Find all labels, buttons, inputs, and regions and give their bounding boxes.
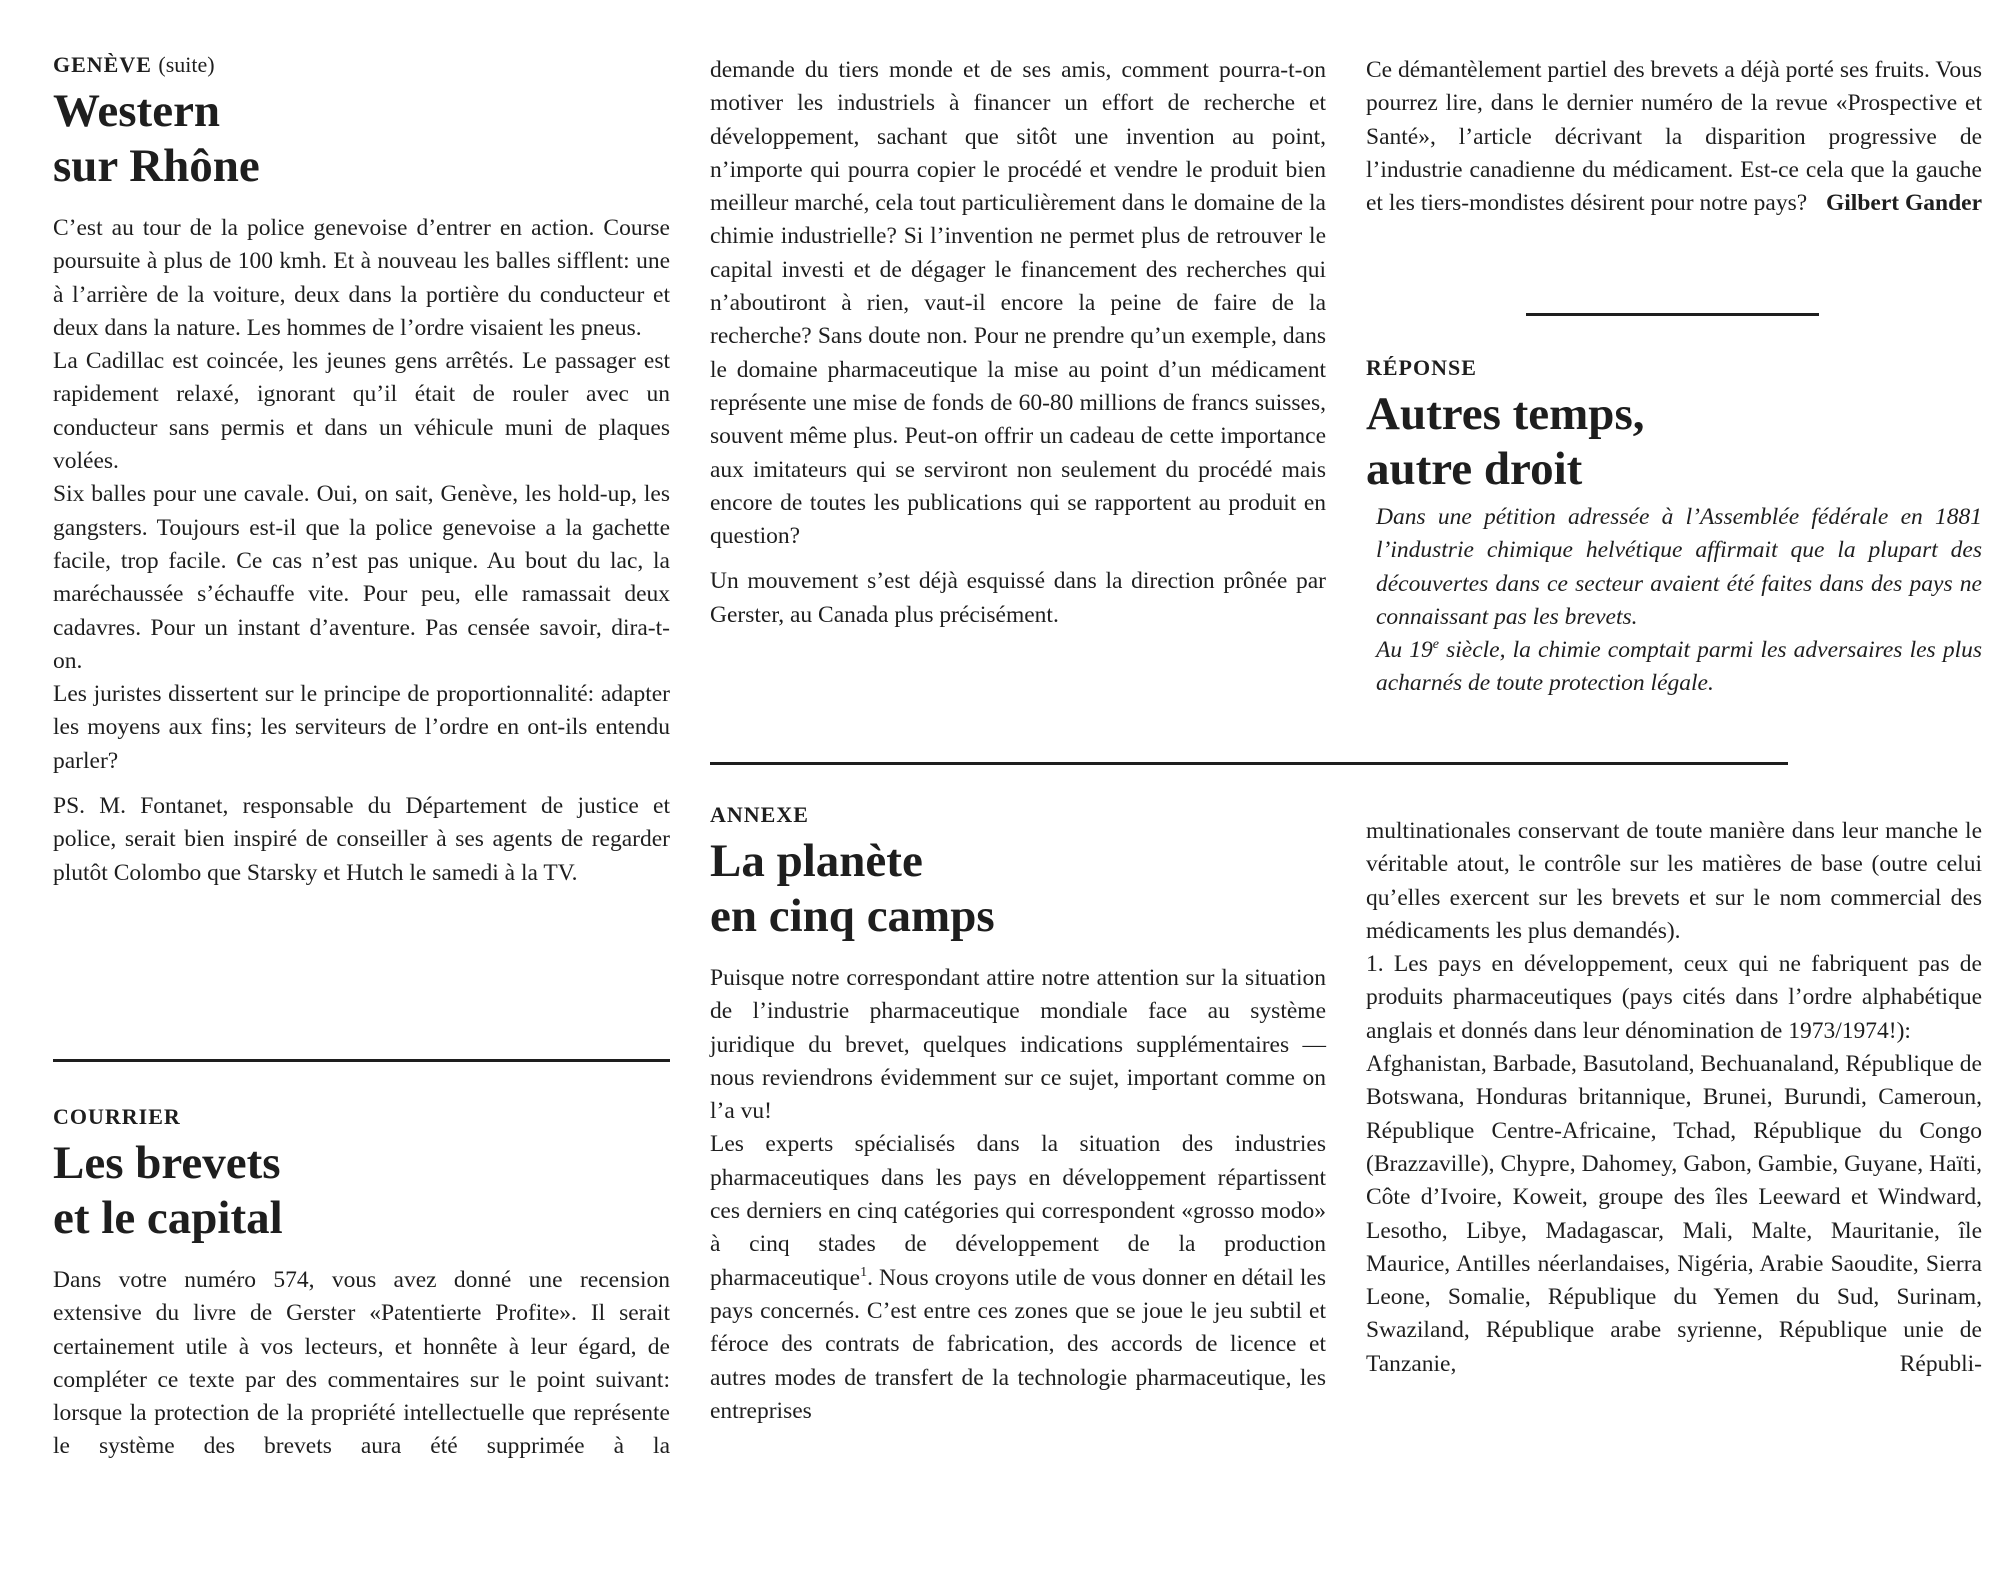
paragraph: Dans votre numéro 574, vous avez donné une recension extensive du livre de Gerster «Patentierte Profite». Il serait certainement utile à vos lecteurs, et honnête à leur égard, de compléter ce texte par des commentaires sur le point suivant: lorsque la protection de la propriété intellectuelle que représente le système des brevets aura été supprimée à la bbox=[53, 1267, 670, 1460]
headline-line-2: autre droit bbox=[1366, 443, 1583, 495]
paragraph: La Cadillac est coincée, les jeunes gens arrêtés. Le passager est rapidement relaxé, ignorant qu’il était de rouler avec un conducteur sans permis et dans un véhicule muni de plaques volées. bbox=[53, 348, 670, 475]
lead-text: siècle, la chimie comptait parmi les adversaires les plus acharnés de toute protection légale. bbox=[1376, 637, 1982, 697]
article-headline bbox=[53, 1136, 670, 1246]
paragraph: demande du tiers monde et de ses amis, comment pourra-t-on motiver les industriels à financer un effort de recherche et développement, sachant que sitôt une invention au point, n’importe qui pourra copier le procédé et vendre le produit bien meilleur marché, cela tout particulièrement dans le domaine de la chimie industrielle? Si l’invention ne permet plus de retrouver le capital investi et de dégager le financement des recherches qui n’aboutiront à rien, vaut-il encore la peine de faire de la recherche? Sans doute non. Pour ne prendre qu’un exemple, dans le domaine pharmaceutique la mise au point d’un médicament représente une mise de fonds de 60-80 millions de francs suisses, souvent même plus. Peut-on offrir un cadeau de cette importance aux imitateurs qui se serviront non seulement du procédé mais encore de toutes les publications qui se rapportent au produit en question? bbox=[710, 57, 1326, 550]
article-headline bbox=[710, 834, 1326, 944]
lead-paragraph: Dans une pétition adressée à l’Assemblée fédérale en 1881 l’industrie chimique helvétique affirmait que la plupart des découvertes dans ce secteur avaient été faites dans des pays ne connaissant pas les brevets. bbox=[1376, 504, 1982, 630]
letter-continued bbox=[710, 54, 1326, 632]
section-kicker bbox=[53, 52, 670, 78]
section-kicker: COURRIER bbox=[53, 1104, 181, 1129]
article-headline bbox=[53, 84, 670, 194]
paragraph: multinationales conservant de toute manière dans leur manche le véritable atout, le contrôle sur les matières de base (outre celui qu’elles exercent sur les brevets et sur le nom commercial des médicaments les plus demandés). bbox=[1366, 818, 1982, 944]
section-kicker: ANNEXE bbox=[710, 802, 809, 827]
article-autres-temps-autre-droit bbox=[1366, 355, 1982, 701]
article-headline bbox=[1366, 387, 1982, 497]
lead-paragraph bbox=[1376, 634, 1982, 701]
annexe-continued bbox=[1366, 815, 1982, 1381]
paragraph-text: . Nous croyons utile de vous donner en détail les pays concernés. C’est entre ces zones que se joue le jeu subtil et féroce des contrats de fabrication, des accords de licence et autres modes de transfert de la technologie pharmaceutique, les entreprises bbox=[710, 1264, 1326, 1424]
superscript: e bbox=[1432, 637, 1439, 653]
paragraph: Six balles pour une cavale. Oui, on sait, Genève, les hold-up, les gangsters. Toujours est-il que la police genevoise a la gachette facile, trop facile. Ce cas n’est pas unique. Au bout du lac, la maréchaussée s’échauffe vite. Pour peu, elle ramassait deux cadavres. Pour un instant d’aventure. Pas censée savoir, dira-t-on. bbox=[53, 481, 670, 674]
headline-line-1: Les brevets bbox=[53, 1137, 281, 1189]
kicker-suffix: (suite) bbox=[158, 52, 215, 77]
lead-block bbox=[1366, 501, 1982, 701]
headline-line-1: La planète bbox=[710, 835, 923, 887]
section-kicker: RÉPONSE bbox=[1366, 355, 1477, 380]
letter-signature: Gilbert Gander bbox=[1826, 190, 1982, 217]
paragraph: Puisque notre correspondant attire notre attention sur la situation de l’industrie pharmaceutique mondiale face au système juridique du brevet, quelques indications supplémentaires — nous reviendrons évidemment sur ce sujet, important comme on l’a vu! bbox=[710, 965, 1326, 1125]
section-divider bbox=[710, 762, 1788, 765]
paragraph: Un mouvement s’est déjà esquissé dans la direction prônée par Gerster, au Canada plus précisément. bbox=[710, 568, 1326, 628]
paragraph-text: Ce démantèlement partiel des brevets a déjà porté ses fruits. Vous pourrez lire, dans le dernier numéro de la revue «Prospective et Santé», l’article décrivant la disparition progressive de l’industrie canadienne du médicament. Est-ce cela que la gauche et les tiers-mondistes désirent pour notre pays? bbox=[1366, 57, 1982, 217]
numbered-paragraph: 1. Les pays en développement, ceux qui ne fabriquent pas de produits pharmaceutiques (pays cités dans l’ordre alphabétique anglais et donnés dans leur dénomination de 1973/1974!): bbox=[1366, 951, 1982, 1044]
short-divider bbox=[1526, 313, 1819, 316]
paragraph bbox=[1366, 54, 1982, 220]
paragraph: Les juristes dissertent sur le principe de proportionnalité: adapter les moyens aux fins; les serviteurs de l’ordre en ont-ils entendu parler? bbox=[53, 681, 670, 774]
headline-line-1: Autres temps, bbox=[1366, 388, 1645, 440]
headline-line-1: Western bbox=[53, 85, 221, 137]
headline-line-2: sur Rhône bbox=[53, 140, 260, 192]
country-list: Afghanistan, Barbade, Basutoland, Bechuanaland, République de Botswana, Honduras britannique, Brunei, Burundi, Cameroun, République Centre-Africaine, Tchad, République du Congo (Brazzaville), Chypre, Dahomey, Gabon, Gambie, Guyane, Haïti, Côte d’Ivoire, Koweit, groupe des îles Leeward et Windward, Lesotho, Libye, Madagascar, Mali, Malte, Mauritanie, île Maurice, Antilles néerlandaises, Nigéria, Arabie Saoudite, Sierra Leone, Somalie, République du Yemen du Sud, Surinam, Swaziland, République arabe syrienne, République unie de Tanzanie, Républi- bbox=[1366, 1051, 1982, 1377]
headline-line-2: et le capital bbox=[53, 1192, 283, 1244]
postscript-paragraph: PS. M. Fontanet, responsable du Département de justice et police, serait bien inspiré de conseiller à ses agents de regarder plutôt Colombo que Starsky et Hutch le samedi à la TV. bbox=[53, 793, 670, 886]
article-les-brevets-et-le-capital bbox=[53, 1104, 670, 1464]
article-la-planete-en-cinq-camps bbox=[710, 802, 1326, 1428]
article-western-sur-rhone bbox=[53, 52, 670, 890]
letter-ending bbox=[1366, 54, 1982, 220]
section-divider bbox=[53, 1059, 670, 1062]
lead-text: Au 19 bbox=[1376, 637, 1433, 664]
paragraph: C’est au tour de la police genevoise d’entrer en action. Course poursuite à plus de 100 kmh. Et à nouveau les balles sifflent: une à l’arrière de la voiture, deux dans la portière du conducteur et deux dans la nature. Les hommes de l’ordre visaient les pneus. bbox=[53, 215, 670, 341]
paragraph-text: Les experts spécialisés dans la situation des industries pharmaceutiques dans les pays en développement répartissent ces derniers en cinq catégories qui correspondent «grosso modo» à cinq stades de développement de la production pharmaceutique bbox=[710, 1131, 1326, 1291]
paragraph bbox=[710, 1128, 1326, 1428]
kicker-text: GENÈVE bbox=[53, 52, 152, 77]
headline-line-2: en cinq camps bbox=[710, 890, 995, 942]
footnote-marker: 1 bbox=[860, 1264, 868, 1280]
